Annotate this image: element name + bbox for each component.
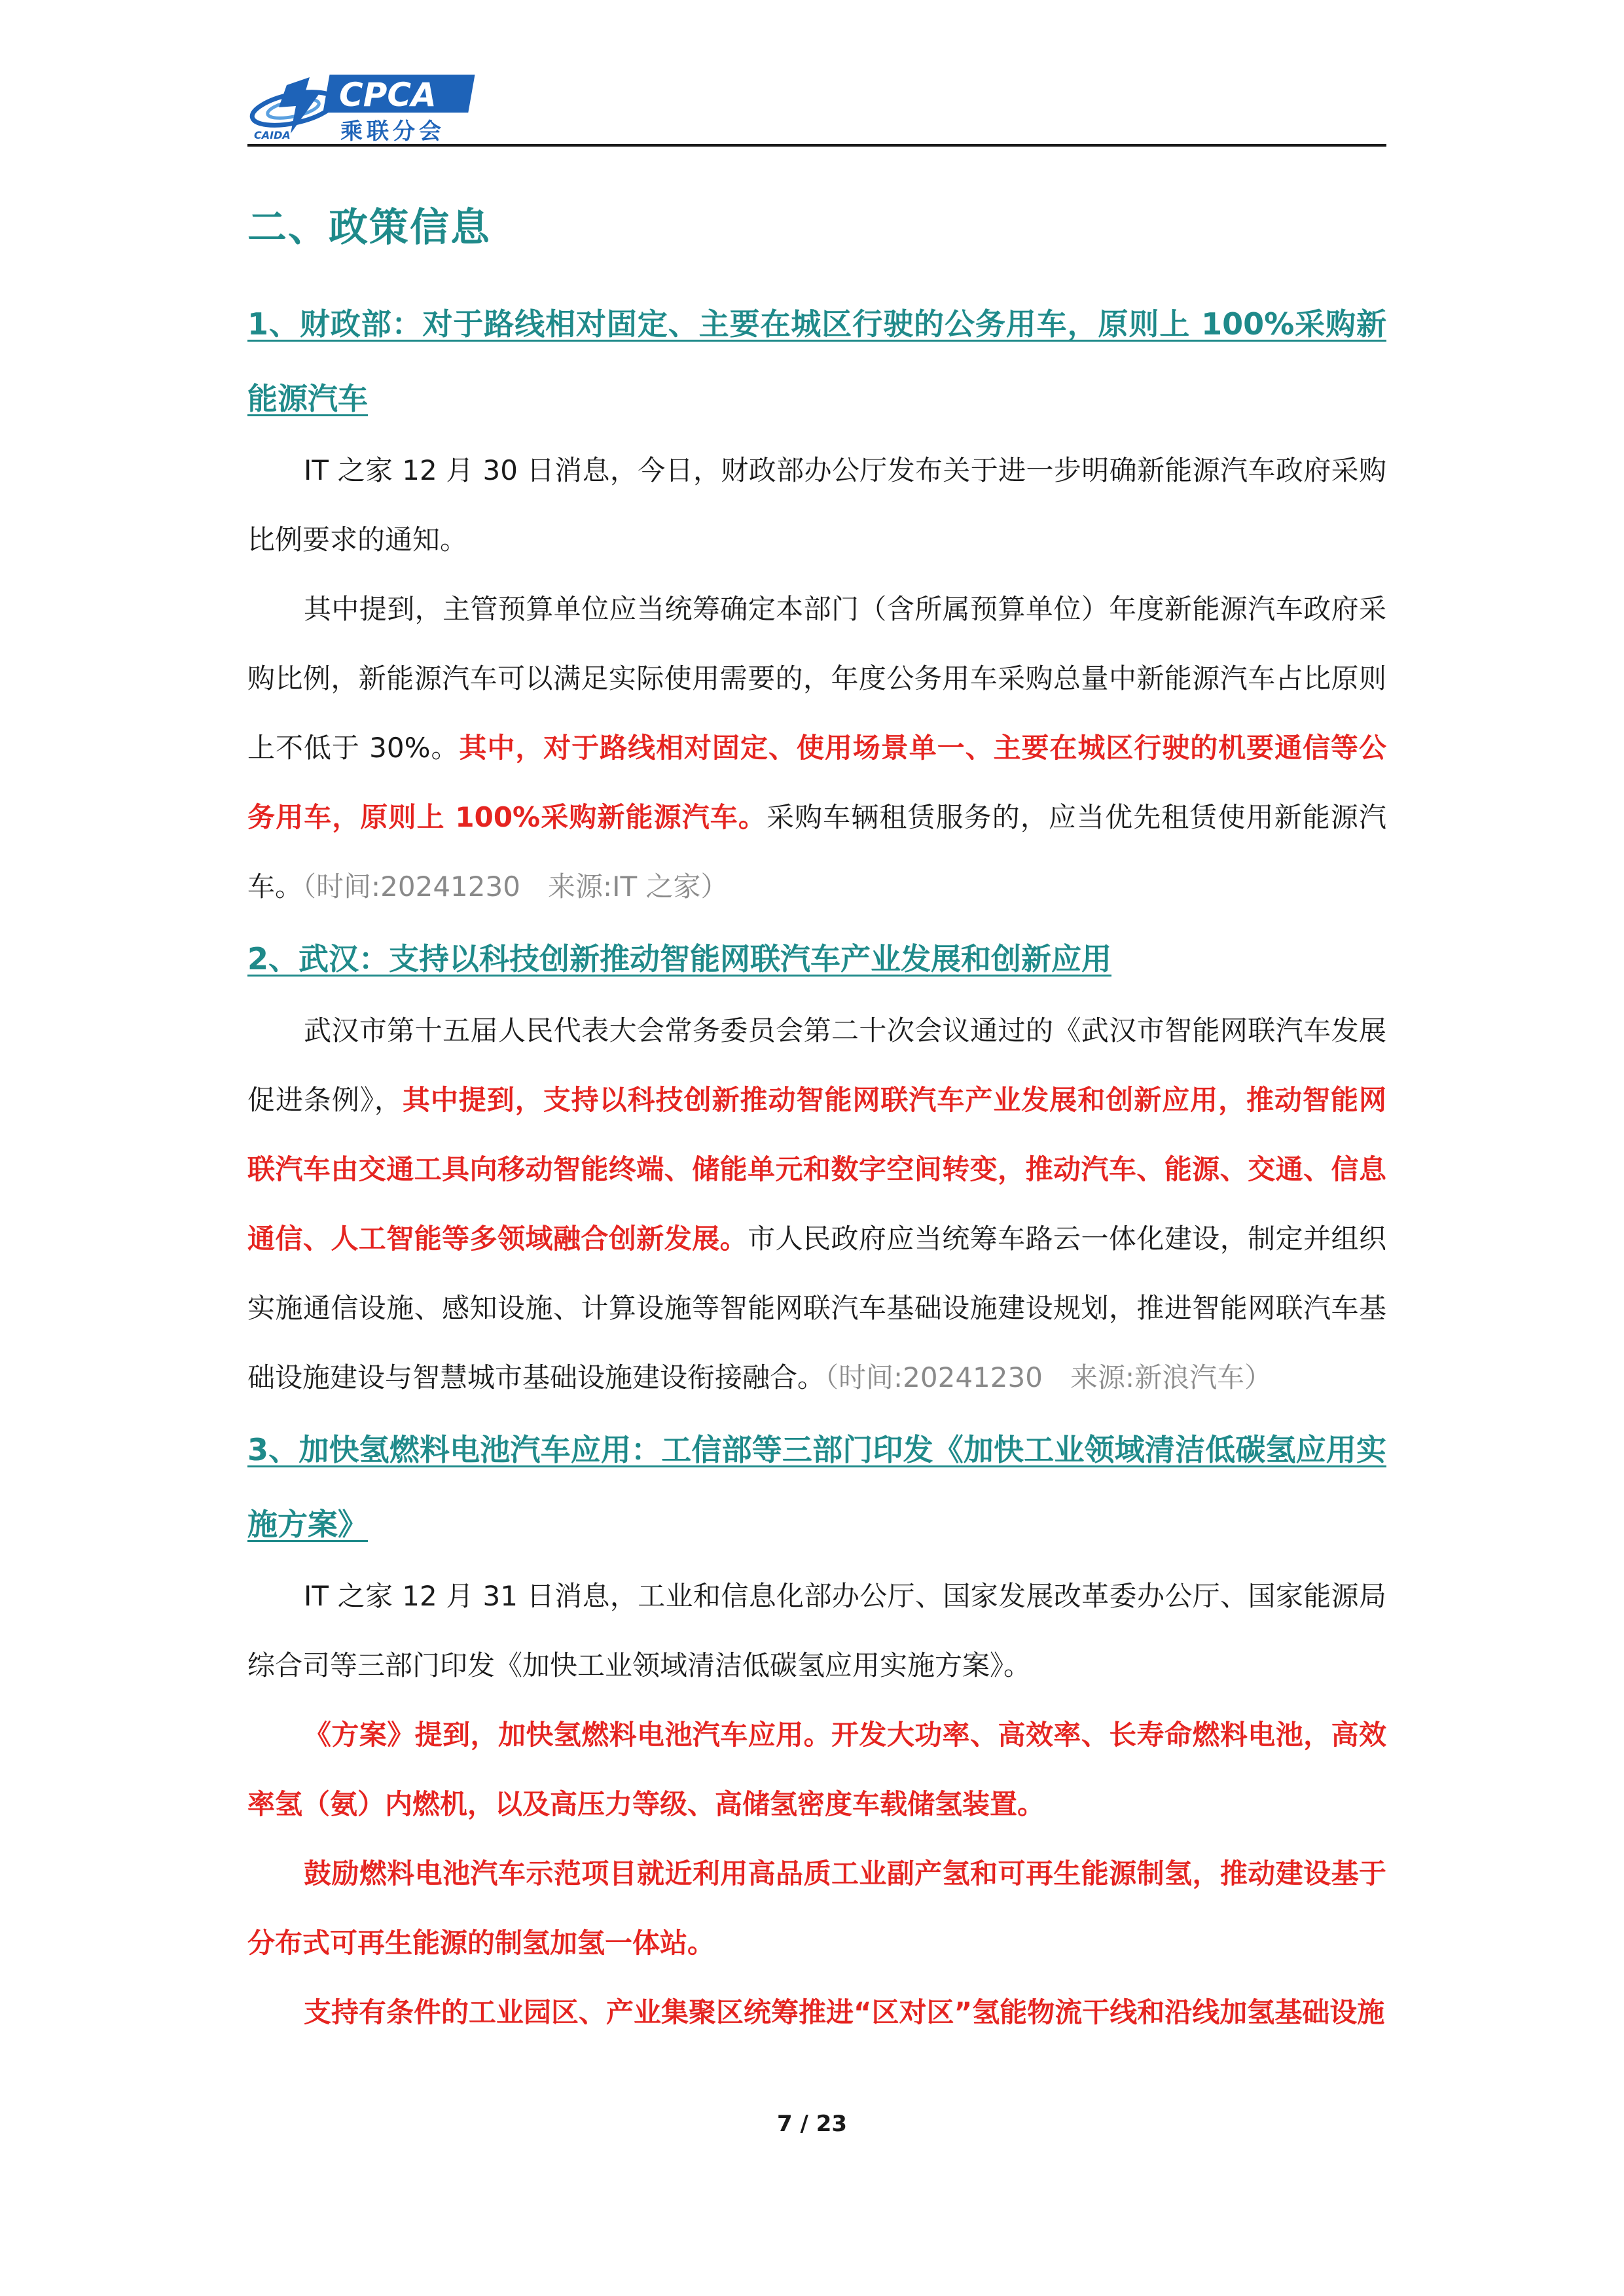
header-divider — [247, 144, 1386, 147]
page-current: 7 — [776, 2111, 793, 2137]
page-separator: / — [800, 2111, 808, 2137]
page-total: 23 — [816, 2111, 848, 2137]
item-2-text-a: 武汉市第十五届人民代表大会常务委员会第二十次会议通过的《武汉市智能网联汽车发展促进条例》， — [247, 1014, 1386, 1116]
item-2-highlight: 其中提到，支持以科技创新推动智能网联汽车产业发展和创新应用，推动智能网联汽车由交通工具向移动智能终端、储能单元和数字空间转变，推动汽车、能源、交通、信息通信、人工智能等多领域融合创新发展。 — [247, 1084, 1386, 1255]
section-title: 二、政策信息 — [247, 205, 491, 251]
item-1-title: 1、财政部：对于路线相对固定、主要在城区行驶的公务用车，原则上 100%采购新能源汽车 — [247, 306, 1386, 416]
item-1-source: （时间:20241230 来源:IT 之家） — [302, 870, 729, 903]
logo-org-name: 乘联分会 — [340, 118, 445, 143]
item-1-paragraph-2 — [247, 575, 1386, 922]
page-number — [0, 2111, 1624, 2137]
logo-small-text: CAIDA — [254, 129, 291, 141]
item-1-text-b: 采购车辆租赁服务的，应当优先租赁使用新能源汽车。 — [247, 801, 1386, 903]
item-2-paragraph-1 — [247, 996, 1386, 1412]
logo-mark-text: CPCA — [339, 76, 437, 114]
item-2-title: 2、武汉：支持以科技创新推动智能网联汽车产业发展和创新应用 — [247, 941, 1112, 977]
item-3-title: 3、加快氢燃料电池汽车应用：工信部等三部门印发《加快工业领域清洁低碳氢应用实施方案》 — [247, 1432, 1386, 1542]
page-header — [247, 65, 1386, 145]
item-2-text-b: 市人民政府应当统筹车路云一体化建设，制定并组织实施通信设施、感知设施、计算设施等智能网联汽车基础设施建设规划，推进智能网联汽车基础设施建设与智慧城市基础设施建设衔接融合。 — [247, 1223, 1386, 1393]
item-1-highlight: 其中，对于路线相对固定、使用场景单一、主要在城区行驶的机要通信等公务用车，原则上 100%采购新能源汽车。 — [247, 732, 1386, 833]
item-3-paragraph-1: IT 之家 12 月 31 日消息，工业和信息化部办公厅、国家发展改革委办公厅、国家能源局综合司等三部门印发《加快工业领域清洁低碳氢应用实施方案》。 — [247, 1580, 1386, 1681]
item-2-source: （时间:20241230 来源:新浪汽车） — [825, 1361, 1272, 1393]
item-1-text-a: 其中提到，主管预算单位应当统筹确定本部门（含所属预算单位）年度新能源汽车政府采购比例，新能源汽车可以满足实际使用需要的，年度公务用车采购总量中新能源汽车占比原则上不低于 30%。 — [247, 593, 1386, 764]
cpca-logo — [247, 65, 483, 143]
item-1-paragraph-1: IT 之家 12 月 30 日消息，今日，财政部办公厅发布关于进一步明确新能源汽车政府采购比例要求的通知。 — [247, 454, 1386, 556]
item-3-paragraph-2: 《方案》提到，加快氢燃料电池汽车应用。开发大功率、高效率、长寿命燃料电池，高效率氢（氨）内燃机，以及高压力等级、高储氢密度车载储氢装置。 — [247, 1719, 1386, 1820]
item-3-paragraph-4: 支持有条件的工业园区、产业集聚区统筹推进“区对区”氢能物流干线和沿线加氢基础设施 — [304, 1996, 1385, 2028]
item-3-paragraph-3: 鼓励燃料电池汽车示范项目就近利用高品质工业副产氢和可再生能源制氢，推动建设基于分布式可再生能源的制氢加氢一体站。 — [247, 1857, 1386, 1959]
page-body — [247, 287, 1386, 2047]
